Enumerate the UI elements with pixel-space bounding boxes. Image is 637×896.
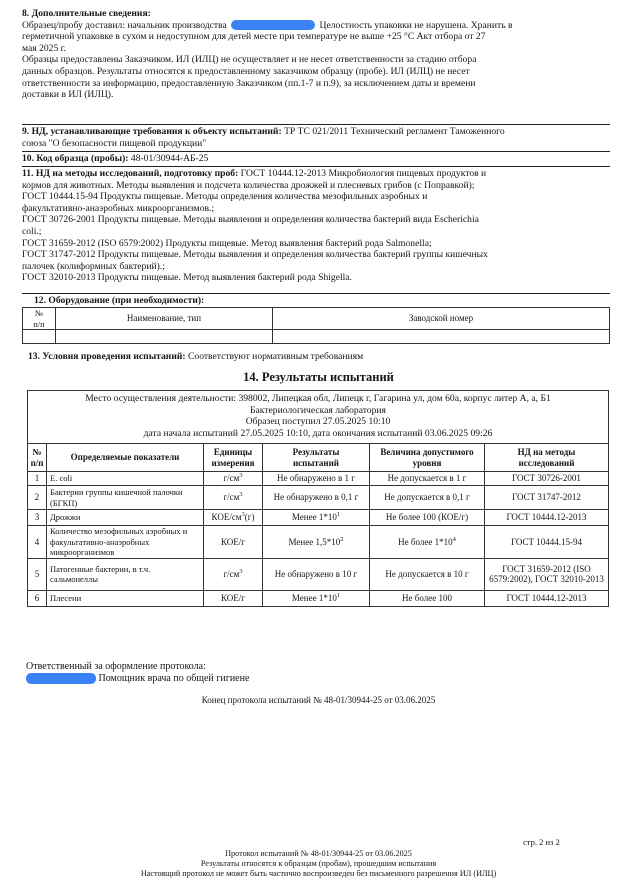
act-date-text: мая 2025 г.: [22, 42, 66, 54]
cell-no: 1: [28, 472, 47, 486]
cell-no: 2: [28, 486, 47, 510]
cell-method: ГОСТ 31659-2012 (ISO 6579:2002), ГОСТ 32010-2013: [485, 558, 609, 590]
cell-result: Не обнаружено в 10 г: [263, 558, 370, 590]
place-of-activity: Место осуществления деятельности: 398002, Липецкая обл, Липецк г, Гагарина ул, дом 60а, корпус литер А, а, Б1: [85, 393, 551, 404]
section-11-label: 11. НД на методы исследований, подготовку проб:: [22, 168, 239, 179]
cell-indicator: Бактерии группы кишечной палочки (БГКП): [47, 486, 204, 510]
equipment-col-name: Наименование, тип: [56, 308, 273, 330]
cell-no: 3: [28, 510, 47, 526]
test-dates: дата начала испытаний 27.05.2025 10:10, дата окончания испытаний 03.06.2025 09:26: [143, 427, 493, 439]
section-8: [22, 8, 614, 101]
section-9-value-1: ТР ТС 021/2011 Технический регламент Таможенного: [284, 126, 505, 137]
footer-results-note: Результаты относятся к образцам (пробам), прошедшим испытания: [200, 859, 437, 868]
cell-no: 4: [28, 526, 47, 559]
results-info-box: [27, 390, 609, 443]
samples-text-4: доставки в ИЛ (ИЛЦ).: [22, 89, 114, 101]
header-no: № п/п: [28, 444, 47, 472]
divider: [22, 151, 610, 152]
cell-indicator: Патогенные бактерии, в т.ч. сальмонеллы: [47, 558, 204, 590]
cell-limit: Не допускается в 0,1 г: [370, 486, 485, 510]
equipment-cell-empty: [273, 330, 610, 344]
section-9: [22, 126, 614, 149]
cell-indicator: Количество мезофильных аэробных и факультативно-анаэробных микроорганизмов: [47, 526, 204, 559]
laboratory-name: Бактериологическая лаборатория: [250, 404, 386, 416]
divider: [22, 124, 610, 125]
cell-indicator: Плесени: [47, 590, 204, 606]
footer-protocol: Протокол испытаний № 48-01/30944-25 от 03.06.2025: [225, 849, 412, 858]
method-line-3: ГОСТ 10444.15-94 Продукты пищевые. Методы определения количества мезофильных аэробных и: [22, 191, 428, 203]
cell-limit: Не более 100: [370, 590, 485, 606]
cell-limit: Не допускается в 1 г: [370, 472, 485, 486]
header-result: Результаты испытаний: [263, 444, 370, 472]
method-line-4: факультативно-анаэробных микроорганизмов.;: [22, 202, 215, 214]
table-row: [28, 526, 609, 559]
responsible-label: Ответственный за оформление протокола:: [26, 661, 206, 672]
cell-result: Не обнаружено в 1 г: [263, 472, 370, 486]
equipment-cell-empty: [23, 330, 56, 344]
method-line-9: палочек (колиформных бактерий).;: [22, 260, 165, 272]
page-number: стр. 2 из 2: [523, 837, 560, 847]
footer-reproduction-note: Настоящий протокол не может быть частично воспроизведен без письменного разрешения ИЛ (ИЛЦ): [140, 869, 497, 878]
table-row: [28, 486, 609, 510]
cell-indicator: E. coli: [47, 472, 204, 486]
cell-unit: $г/см^3$: [204, 472, 263, 486]
method-line-8: ГОСТ 31747-2012 Продукты пищевые. Методы выявления и определения количества бактерий группы кишечных: [22, 249, 488, 261]
method-line-1: ГОСТ 10444.12-2013 Микробиология пищевых продуктов и: [240, 168, 487, 179]
section-13-label: 13. Условия проведения испытаний:: [28, 351, 186, 362]
storage-text: герметичной упаковке в сухом и недоступном для детей месте при температуре не выше +25 °С Акт отбора от 27: [22, 31, 486, 43]
responsible-line: [26, 673, 249, 685]
cell-unit: КОЕ/$см^3(г)$: [204, 510, 263, 526]
cell-unit: КОЕ/г: [204, 526, 263, 559]
equipment-col-no: № п/п: [23, 308, 56, 330]
samples-text-3: ответственности за информацию, предоставленную Заказчиком (пп.1-7 и п.9), за исключением даты и времени: [22, 77, 476, 89]
cell-no: 5: [28, 558, 47, 590]
section-10-label: 10. Код образца (пробы):: [22, 153, 129, 164]
cell-limit: Не более $1*10^4$: [370, 526, 485, 559]
divider: [22, 166, 610, 167]
table-row: [28, 558, 609, 590]
cell-result: Менее $1*10^1$: [263, 510, 370, 526]
redacted-name: [231, 20, 315, 30]
redacted-name: [26, 673, 96, 684]
cell-result: Менее $1,5*10^2$: [263, 526, 370, 559]
section-13: [28, 351, 363, 363]
cell-limit: Не более 100 (КОЕ/г): [370, 510, 485, 526]
cell-indicator: Дрожжи: [47, 510, 204, 526]
cell-result: Менее $1*10^1$: [263, 590, 370, 606]
divider: [22, 293, 610, 294]
cell-unit: $г/см^3$: [204, 558, 263, 590]
section-8-label: 8. Дополнительные сведения:: [22, 8, 151, 19]
table-row: [28, 590, 609, 606]
results-table: [27, 443, 609, 607]
cell-method: ГОСТ 10444.12-2013: [485, 510, 609, 526]
header-unit: Единицы измерения: [204, 444, 263, 472]
method-line-7: ГОСТ 31659-2012 (ISO 6579:2002) Продукты пищевые. Метод выявления бактерий рода Salmonella;: [22, 237, 432, 249]
results-title: 14. Результаты испытаний: [243, 370, 394, 384]
delivered-by-text: Образец/пробу доставил: начальник производства: [22, 19, 227, 31]
method-line-6: coli.;: [22, 225, 42, 237]
cell-unit: КОЕ/г: [204, 590, 263, 606]
end-of-protocol: Конец протокола испытаний № 48-01/30944-25 от 03.06.2025: [201, 695, 436, 705]
cell-method: ГОСТ 30726-2001: [485, 472, 609, 486]
samples-text-2: данных образцов. Результаты относятся к предоставленному заказчиком образцу (пробе). ИЛ (ИЛЦ) не несет: [22, 65, 470, 77]
samples-text-1: Образцы предоставлены Заказчиком. ИЛ (ИЛЦ) не осуществляет и не несет ответственности за стадию отбора: [22, 54, 477, 66]
header-indicator: Определяемые показатели: [47, 444, 204, 472]
section-12-label: 12. Оборудование (при необходимости):: [34, 295, 205, 306]
equipment-table: [22, 307, 610, 344]
cell-unit: $г/см^3$: [204, 486, 263, 510]
cell-method: ГОСТ 31747-2012: [485, 486, 609, 510]
section-9-value-2: союза "О безопасности пищевой продукции": [22, 137, 207, 149]
cell-method: ГОСТ 10444.15-94: [485, 526, 609, 559]
responsible-position: Помощник врача по общей гигиене: [98, 673, 250, 684]
section-10: [22, 153, 614, 165]
section-11: [22, 168, 614, 284]
method-line-5: ГОСТ 30726-2001 Продукты пищевые. Методы выявления и определения количества бактерий вида Escherichia: [22, 214, 479, 226]
package-integrity-text: Целостность упаковки не нарушена. Хранить в: [319, 19, 513, 31]
header-limit: Величина допустимого уровня: [370, 444, 485, 472]
cell-no: 6: [28, 590, 47, 606]
method-line-10: ГОСТ 32010-2013 Продукты пищевые. Метод выявления бактерий рода Shigella.: [22, 272, 352, 284]
table-row: [28, 472, 609, 486]
equipment-cell-empty: [56, 330, 273, 344]
cell-method: ГОСТ 10444.12-2013: [485, 590, 609, 606]
section-9-label: 9. НД, устанавливающие требования к объекту испытаний:: [22, 126, 282, 137]
footer: [0, 849, 637, 879]
test-conditions: Соответствуют нормативным требованиям: [188, 351, 364, 362]
table-row: [28, 510, 609, 526]
sample-received: Образец поступил 27.05.2025 10:10: [245, 416, 391, 428]
header-method: НД на методы исследований: [485, 444, 609, 472]
results-header-row: [28, 444, 609, 472]
sample-code: 48-01/30944-АБ-25: [130, 153, 209, 164]
method-line-2: кормов для животных. Методы выявления и подсчета количества дрожжей и плесневых грибов (с Поправкой);: [22, 179, 475, 191]
cell-result: Не обнаружено в 0,1 г: [263, 486, 370, 510]
cell-limit: Не допускается в 10 г: [370, 558, 485, 590]
equipment-col-serial: Заводской номер: [273, 308, 610, 330]
